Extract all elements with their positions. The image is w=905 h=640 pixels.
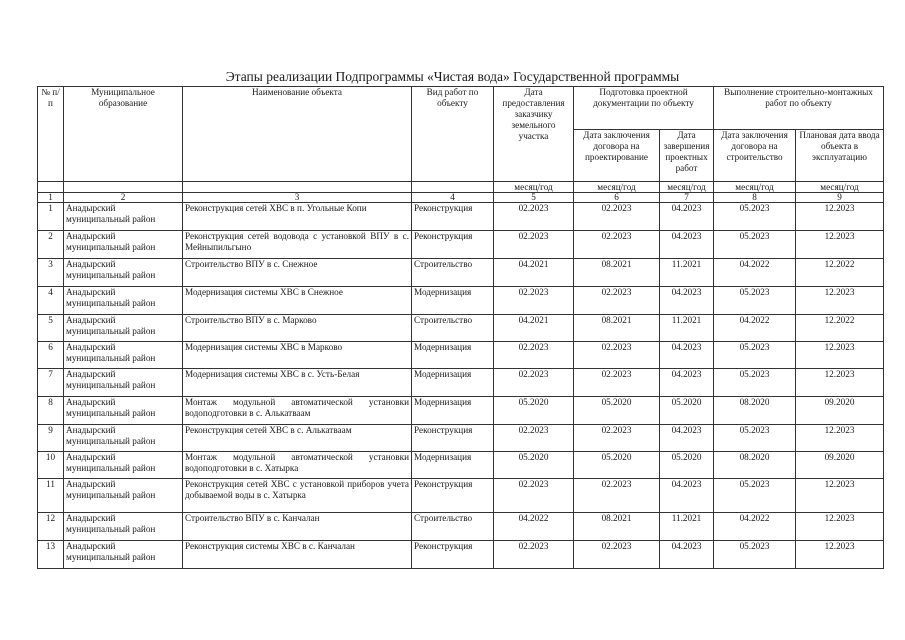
object-name-cell: Модернизация системы ХВС в с. Усть-Белая: [183, 369, 412, 397]
design-contract-date-cell: 02.2023: [574, 369, 660, 397]
header-municipality: Муниципальное образование: [64, 87, 183, 182]
row-number: 2: [38, 231, 64, 259]
column-number: 5: [494, 193, 574, 203]
row-number: 10: [38, 452, 64, 479]
commissioning-date-cell: 12.2023: [796, 541, 884, 569]
object-name-cell: Реконструкция сетей водовода с установкой ВПУ в с. Мейныпильгыно: [183, 231, 412, 259]
commissioning-date-cell: 12.2023: [796, 287, 884, 315]
design-finish-date-cell: 05.2020: [660, 397, 714, 425]
object-name-cell: Реконструкция сетей ХВС в с. Алькатваам: [183, 425, 412, 452]
design-finish-date-cell: 11.2021: [660, 259, 714, 287]
row-number: 13: [38, 541, 64, 569]
municipality-cell: Анадырский муниципальный район: [64, 231, 183, 259]
work-type-cell: Реконструкция: [412, 541, 494, 569]
commissioning-date-cell: 12.2023: [796, 231, 884, 259]
row-number: 11: [38, 479, 64, 513]
header-build-plan: Плановая дата ввода объекта в эксплуатацию: [796, 130, 884, 182]
unit-label: месяц/год: [574, 182, 660, 193]
header-design-group: Подготовка проектной документации по объекту: [574, 87, 714, 130]
object-name-cell: Монтаж модульной автоматической установки водоподготовки в с. Хатырка: [183, 452, 412, 479]
object-name-cell: Реконструкция сетей ХВС в п. Угольные Копи: [183, 203, 412, 231]
land-date-cell: 02.2023: [494, 541, 574, 569]
row-number: 3: [38, 259, 64, 287]
municipality-cell: Анадырский муниципальный район: [64, 315, 183, 342]
build-contract-date-cell: 05.2023: [714, 287, 796, 315]
land-date-cell: 02.2023: [494, 342, 574, 369]
table-row: [38, 342, 884, 369]
commissioning-date-cell: 12.2023: [796, 513, 884, 541]
column-number: 2: [64, 193, 183, 203]
row-number: 12: [38, 513, 64, 541]
build-contract-date-cell: 05.2023: [714, 541, 796, 569]
row-number: 7: [38, 369, 64, 397]
table-row: [38, 369, 884, 397]
header-work-type: Вид работ по объекту: [412, 87, 494, 182]
build-contract-date-cell: 05.2023: [714, 425, 796, 452]
design-finish-date-cell: 04.2023: [660, 479, 714, 513]
row-number: 9: [38, 425, 64, 452]
municipality-cell: Анадырский муниципальный район: [64, 452, 183, 479]
table-row: [38, 259, 884, 287]
unit-label: месяц/год: [796, 182, 884, 193]
municipality-cell: Анадырский муниципальный район: [64, 541, 183, 569]
build-contract-date-cell: 04.2022: [714, 259, 796, 287]
column-number: 3: [183, 193, 412, 203]
work-type-cell: Реконструкция: [412, 479, 494, 513]
land-date-cell: 04.2021: [494, 315, 574, 342]
design-finish-date-cell: 04.2023: [660, 287, 714, 315]
land-date-cell: 05.2020: [494, 397, 574, 425]
build-contract-date-cell: 05.2023: [714, 479, 796, 513]
header-num: № п/п: [38, 87, 64, 182]
column-number: 4: [412, 193, 494, 203]
land-date-cell: 05.2020: [494, 452, 574, 479]
work-type-cell: Реконструкция: [412, 231, 494, 259]
land-date-cell: 02.2023: [494, 287, 574, 315]
design-finish-date-cell: 05.2020: [660, 452, 714, 479]
work-type-cell: Строительство: [412, 315, 494, 342]
design-contract-date-cell: 05.2020: [574, 397, 660, 425]
commissioning-date-cell: 12.2023: [796, 342, 884, 369]
commissioning-date-cell: 12.2023: [796, 203, 884, 231]
work-type-cell: Реконструкция: [412, 425, 494, 452]
work-type-cell: Модернизация: [412, 452, 494, 479]
commissioning-date-cell: 09.2020: [796, 452, 884, 479]
design-finish-date-cell: 04.2023: [660, 342, 714, 369]
stages-table: [37, 86, 884, 569]
design-finish-date-cell: 04.2023: [660, 369, 714, 397]
commissioning-date-cell: 12.2023: [796, 369, 884, 397]
land-date-cell: 02.2023: [494, 369, 574, 397]
object-name-cell: Строительство ВПУ в с. Снежное: [183, 259, 412, 287]
land-date-cell: 02.2023: [494, 479, 574, 513]
header-build-contract: Дата заключения договора на строительство: [714, 130, 796, 182]
header-design-contract: Дата заключения договора на проектирование: [574, 130, 660, 182]
row-number: 1: [38, 203, 64, 231]
work-type-cell: Модернизация: [412, 287, 494, 315]
municipality-cell: Анадырский муниципальный район: [64, 479, 183, 513]
design-finish-date-cell: 04.2023: [660, 203, 714, 231]
land-date-cell: 04.2022: [494, 513, 574, 541]
municipality-cell: Анадырский муниципальный район: [64, 425, 183, 452]
municipality-cell: Анадырский муниципальный район: [64, 203, 183, 231]
design-contract-date-cell: 02.2023: [574, 203, 660, 231]
row-number: 8: [38, 397, 64, 425]
work-type-cell: Модернизация: [412, 342, 494, 369]
object-name-cell: Строительство ВПУ в с. Марково: [183, 315, 412, 342]
table-row: [38, 425, 884, 452]
row-number: 6: [38, 342, 64, 369]
column-number: 9: [796, 193, 884, 203]
unit-label: месяц/год: [714, 182, 796, 193]
table-row: [38, 541, 884, 569]
header-object: Наименование объекта: [183, 87, 412, 182]
work-type-cell: Модернизация: [412, 369, 494, 397]
design-finish-date-cell: 11.2021: [660, 513, 714, 541]
table-row: [38, 397, 884, 425]
work-type-cell: Строительство: [412, 259, 494, 287]
design-contract-date-cell: 02.2023: [574, 342, 660, 369]
design-contract-date-cell: 08.2021: [574, 315, 660, 342]
header-design-finish: Дата завершения проектных работ: [660, 130, 714, 182]
unit-label: месяц/год: [660, 182, 714, 193]
table-row: [38, 287, 884, 315]
land-date-cell: 02.2023: [494, 203, 574, 231]
table-row: [38, 231, 884, 259]
object-name-cell: Модернизация системы ХВС в Снежное: [183, 287, 412, 315]
build-contract-date-cell: 04.2022: [714, 315, 796, 342]
object-name-cell: Монтаж модульной автоматической установки водоподготовки в с. Алькатваам: [183, 397, 412, 425]
object-name-cell: Реконструкция системы ХВС в с. Канчалан: [183, 541, 412, 569]
build-contract-date-cell: 08.2020: [714, 397, 796, 425]
work-type-cell: Строительство: [412, 513, 494, 541]
column-number: 8: [714, 193, 796, 203]
design-contract-date-cell: 05.2020: [574, 452, 660, 479]
design-finish-date-cell: 04.2023: [660, 231, 714, 259]
object-name-cell: Строительство ВПУ в с. Канчалан: [183, 513, 412, 541]
build-contract-date-cell: 05.2023: [714, 231, 796, 259]
municipality-cell: Анадырский муниципальный район: [64, 259, 183, 287]
design-finish-date-cell: 04.2023: [660, 425, 714, 452]
design-contract-date-cell: 02.2023: [574, 479, 660, 513]
municipality-cell: Анадырский муниципальный район: [64, 287, 183, 315]
land-date-cell: 04.2021: [494, 259, 574, 287]
build-contract-date-cell: 08.2020: [714, 452, 796, 479]
build-contract-date-cell: 05.2023: [714, 369, 796, 397]
design-finish-date-cell: 11.2021: [660, 315, 714, 342]
column-number: 1: [38, 193, 64, 203]
column-number: 7: [660, 193, 714, 203]
commissioning-date-cell: 09.2020: [796, 397, 884, 425]
municipality-cell: Анадырский муниципальный район: [64, 513, 183, 541]
commissioning-date-cell: 12.2022: [796, 259, 884, 287]
document-title: Этапы реализации Подпрограммы «Чистая вода» Государственной программы: [225, 69, 680, 84]
municipality-cell: Анадырский муниципальный район: [64, 342, 183, 369]
design-contract-date-cell: 02.2023: [574, 287, 660, 315]
table-row: [38, 513, 884, 541]
commissioning-date-cell: 12.2023: [796, 425, 884, 452]
land-date-cell: 02.2023: [494, 425, 574, 452]
design-finish-date-cell: 04.2023: [660, 541, 714, 569]
municipality-cell: Анадырский муниципальный район: [64, 397, 183, 425]
unit-label: месяц/год: [494, 182, 574, 193]
table-row: [38, 479, 884, 513]
build-contract-date-cell: 05.2023: [714, 342, 796, 369]
header-build-group: Выполнение строительно-монтажных работ по объекту: [714, 87, 884, 130]
work-type-cell: Модернизация: [412, 397, 494, 425]
commissioning-date-cell: 12.2022: [796, 315, 884, 342]
object-name-cell: Модернизация системы ХВС в Марково: [183, 342, 412, 369]
row-number: 4: [38, 287, 64, 315]
build-contract-date-cell: 05.2023: [714, 203, 796, 231]
table-row: [38, 203, 884, 231]
row-number: 5: [38, 315, 64, 342]
design-contract-date-cell: 02.2023: [574, 231, 660, 259]
object-name-cell: Реконструкция сетей ХВС с установкой приборов учета добываемой воды в с. Хатырка: [183, 479, 412, 513]
table-row: [38, 452, 884, 479]
table-row: [38, 315, 884, 342]
build-contract-date-cell: 04.2022: [714, 513, 796, 541]
design-contract-date-cell: 08.2021: [574, 513, 660, 541]
header-land-date: Дата предоставления заказчику земельного участка: [494, 87, 574, 182]
municipality-cell: Анадырский муниципальный район: [64, 369, 183, 397]
column-number: 6: [574, 193, 660, 203]
commissioning-date-cell: 12.2023: [796, 479, 884, 513]
land-date-cell: 02.2023: [494, 231, 574, 259]
design-contract-date-cell: 08.2021: [574, 259, 660, 287]
work-type-cell: Реконструкция: [412, 203, 494, 231]
design-contract-date-cell: 02.2023: [574, 425, 660, 452]
design-contract-date-cell: 02.2023: [574, 541, 660, 569]
